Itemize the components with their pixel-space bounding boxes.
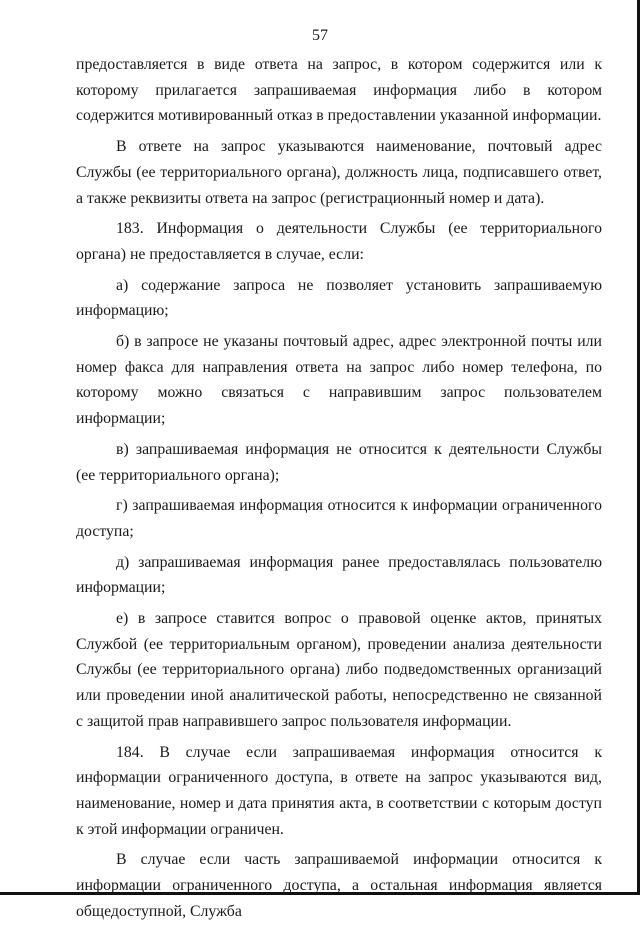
paragraph-183-v: в) запрашиваемая информация не относится к деятельности Службы (ее территориального органа);: [76, 440, 602, 484]
paragraph-183-e: е) в запросе ставится вопрос о правовой оценке актов, принятых Службой (ее территориальным органом), проведении анализа деятельности Службы (ее территориального органа) либо подведомственных организаций или проведении иной аналитической работы, непосредственно не связанной с защитой прав направившего запрос пользователя информации.: [76, 610, 602, 730]
paragraph-184: 184. В случае если запрашиваемая информация относится к информации ограниченного доступа, в ответе на запрос указываются вид, наименование, номер и дата принятия акта, в соответствии с которым доступ к этой информации ограничен.: [76, 743, 602, 838]
paragraph-183-d: д) запрашиваемая информация ранее предоставлялась пользователю информации;: [76, 553, 602, 597]
paragraph-183-g: г) запрашиваемая информация относится к информации ограниченного доступа;: [76, 497, 602, 540]
paragraph-183-b: б) в запросе не указаны почтовый адрес, адрес электронной почты или номер факса для направления ответа на запрос либо номер телефона, по которому можно связаться с направившим запрос пользователем информации;: [76, 333, 602, 428]
document-body: [76, 52, 602, 930]
paragraph-continuation: предоставляется в виде ответа на запрос, в котором содержится или к которому прилагается запрашиваемая информация либо в котором содержится мотивированный отказ в предоставлении указанной информации.: [76, 56, 602, 125]
paragraph-partial-restricted: В случае если часть запрашиваемой информации относится к информации ограниченного доступа, а остальная информация является общедоступной, Служба: [76, 851, 602, 920]
page-number: 57: [312, 27, 328, 44]
paragraph-183: 183. Информация о деятельности Службы (ее территориального органа) не предоставляется в случае, если:: [76, 220, 602, 263]
paragraph-response-requisites: В ответе на запрос указываются наименование, почтовый адрес Службы (ее территориального органа), должность лица, подписавшего ответ, а также реквизиты ответа на запрос (регистрационный номер и дата).: [76, 138, 602, 207]
paragraph-183-a: а) содержание запроса не позволяет установить запрашиваемую информацию;: [76, 276, 602, 320]
